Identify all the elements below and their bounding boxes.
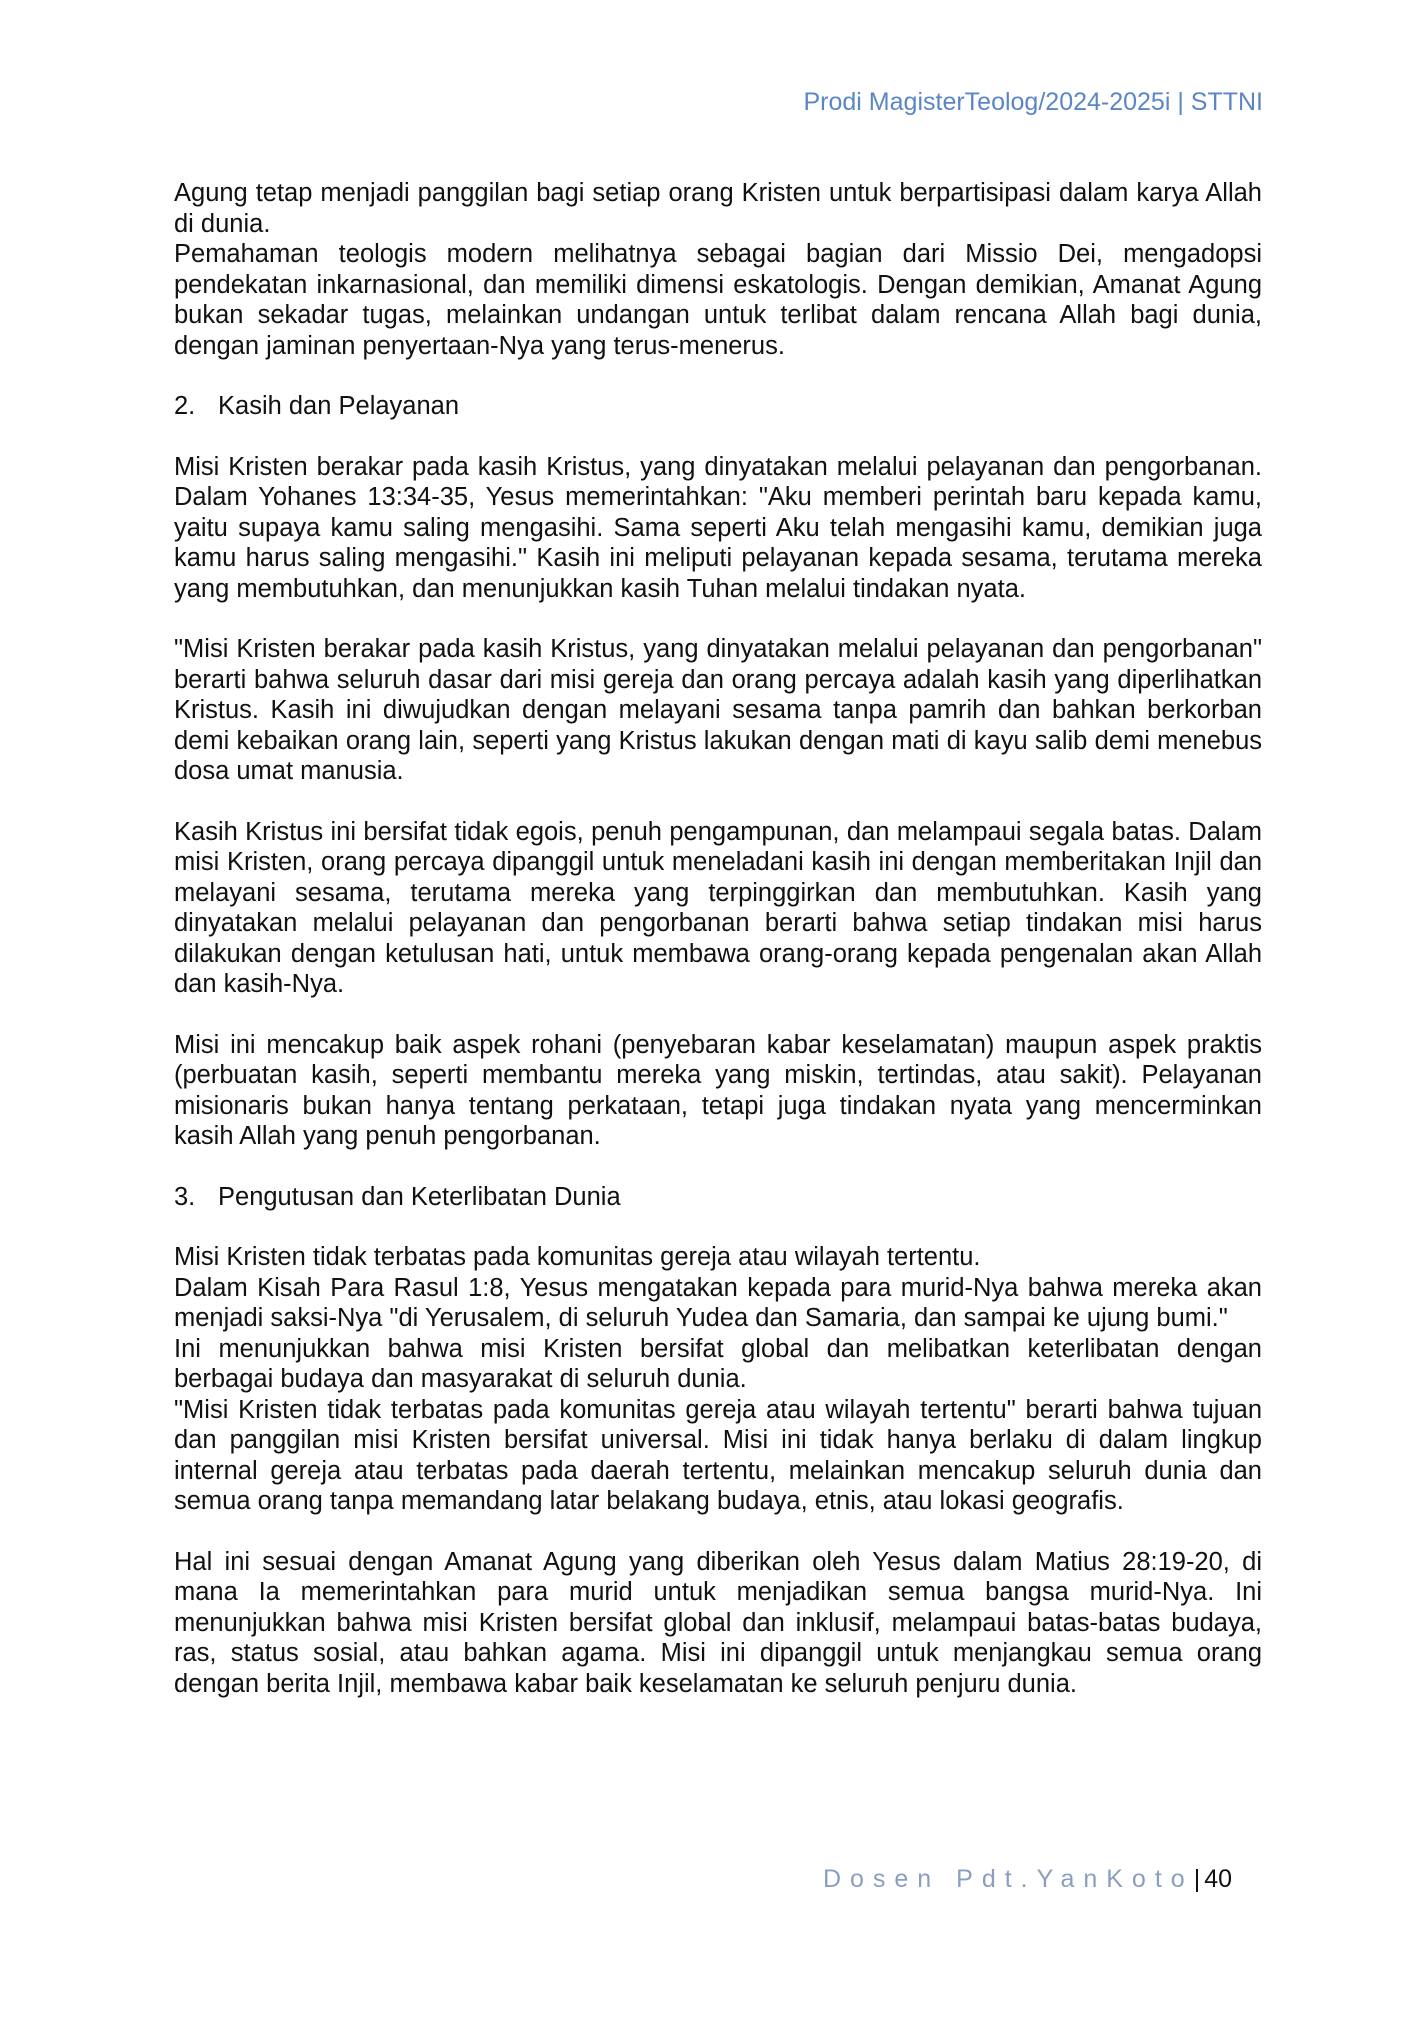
page-header: Prodi MagisterTeolog/2024-2025i | STTNI [803, 88, 1263, 116]
section-title: Pengutusan dan Keterlibatan Dunia [218, 1182, 621, 1211]
page-footer [823, 1865, 1232, 1894]
section-title: Kasih dan Pelayanan [218, 392, 460, 420]
paragraph: Agung tetap menjadi panggilan bagi setiap orang Kristen untuk berpartisipasi dalam karya Allah di dunia. [174, 179, 1262, 238]
paragraph: Kasih Kristus ini bersifat tidak egois, penuh pengampunan, dan melampaui segala batas. Dalam misi Kristen, orang percaya dipanggil untuk meneladani kasih ini dengan memberitakan Injil dan melayani sesama, terutama mereka yang terpinggirkan dan membutuhkan. Kasih yang dinyatakan melalui pelayanan dan pengorbanan berarti bahwa setiap tindakan misi harus dilakukan dengan ketulusan hati, untuk membawa orang-orang kepada pengenalan akan Allah dan kasih-Nya. [174, 817, 1262, 998]
paragraph: Hal ini sesuai dengan Amanat Agung yang diberikan oleh Yesus dalam Matius 28:19-20, di mana Ia memerintahkan para murid untuk menjadikan semua bangsa murid-Nya. Ini menunjukkan bahwa misi Kristen bersifat global dan inklusif, melampaui batas-batas budaya, ras, status sosial, atau bahkan agama. Misi ini dipanggil untuk menjangkau semua orang dengan berita Injil, membawa kabar baik keselamatan ke seluruh penjuru dunia. [174, 1547, 1262, 1698]
footer-separator: | [1193, 1865, 1201, 1893]
section-number: 3. [174, 1182, 196, 1211]
paragraph: Misi ini mencakup baik aspek rohani (penyebaran kabar keselamatan) maupun aspek praktis (perbuatan kasih, seperti membantu mereka yang miskin, tertindas, atau sakit). Pelayanan misionaris bukan hanya tentang perkataan, tetapi juga tindakan nyata yang mencerminkan kasih Allah yang penuh pengorbanan. [174, 1030, 1262, 1150]
paragraph: Misi Kristen tidak terbatas pada komunitas gereja atau wilayah tertentu. [174, 1243, 981, 1271]
paragraph: Dalam Kisah Para Rasul 1:8, Yesus mengatakan kepada para murid-Nya bahwa mereka akan menjadi saksi-Nya "di Yerusalem, di seluruh Yudea dan Samaria, dan sampai ke ujung bumi." [174, 1273, 1262, 1332]
paragraph: "Misi Kristen tidak terbatas pada komunitas gereja atau wilayah tertentu" berarti bahwa tujuan dan panggilan misi Kristen bersifat universal. Misi ini tidak hanya berlaku di dalam lingkup internal gereja atau terbatas pada daerah tertentu, melainkan mencakup seluruh dunia dan semua orang tanpa memandang latar belakang budaya, etnis, atau lokasi geografis. [174, 1395, 1262, 1515]
footer-author: Dosen Pdt.YanKoto [822, 1865, 1194, 1893]
paragraph: Pemahaman teologis modern melihatnya sebagai bagian dari Missio Dei, mengadopsi pendekatan inkarnasional, dan memiliki dimensi eskatologis. Dengan demikian, Amanat Agung bukan sekadar tugas, melainkan undangan untuk terlibat dalam rencana Allah bagi dunia, dengan jaminan penyertaan-Nya yang terus-menerus. [174, 240, 1262, 360]
page-number: 40 [1204, 1865, 1232, 1893]
paragraph: Ini menunjukkan bahwa misi Kristen bersifat global dan melibatkan keterlibatan dengan berbagai budaya dan masyarakat di seluruh dunia. [174, 1334, 1262, 1393]
document-body [174, 178, 1262, 1729]
section-number: 2. [174, 392, 196, 420]
section-heading [174, 391, 1262, 422]
paragraph: "Misi Kristen berakar pada kasih Kristus, yang dinyatakan melalui pelayanan dan pengorbanan" berarti bahwa seluruh dasar dari misi gereja dan orang percaya adalah kasih yang diperlihatkan Kristus. Kasih ini diwujudkan dengan melayani sesama tanpa pamrih dan bahkan berkorban demi kebaikan orang lain, seperti yang Kristus lakukan dengan mati di kayu salib demi menebus dosa umat manusia. [174, 635, 1262, 785]
paragraph: Misi Kristen berakar pada kasih Kristus, yang dinyatakan melalui pelayanan dan pengorbanan. Dalam Yohanes 13:34-35, Yesus memerintahkan: "Aku memberi perintah baru kepada kamu, yaitu supaya kamu saling mengasihi. Sama seperti Aku telah mengasihi kamu, demikian juga kamu harus saling mengasihi." Kasih ini meliputi pelayanan kepada sesama, terutama mereka yang membutuhkan, dan menunjukkan kasih Tuhan melalui tindakan nyata. [174, 452, 1262, 603]
section-heading [174, 1182, 1262, 1213]
